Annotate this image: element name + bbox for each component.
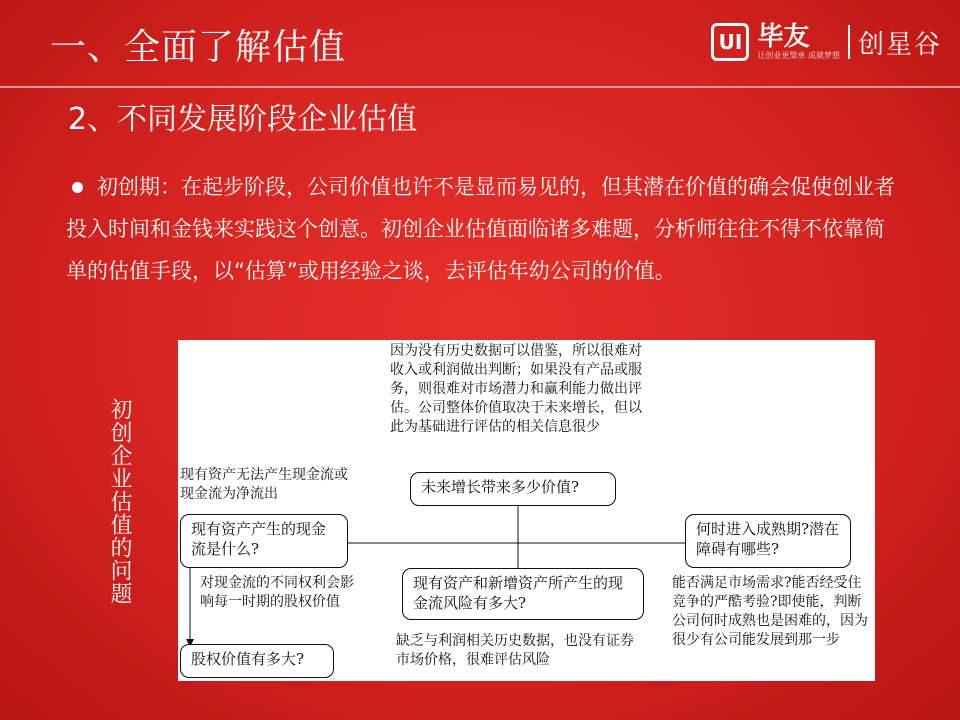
logo-brand: 创星谷 (857, 29, 942, 60)
box-future-growth: 未来增长带来多少价值? (410, 472, 616, 506)
box-cashflow-risk: 现有资产和新增资产所产生的现金流风险有多大? (402, 568, 644, 620)
valuation-diagram (178, 340, 875, 681)
logo-slogan: 让创业更简单 成就梦想 (757, 51, 840, 60)
section-subtitle: 2、不同发展阶段企业估值 (68, 102, 418, 137)
title-divider (0, 86, 960, 88)
note-risk-evaluation: 缺乏与利润相关历史数据，也没有证券市场价格，很难评估风险 (396, 633, 634, 668)
box-maturity: 何时进入成熟期?潜在障碍有哪些? (685, 514, 851, 568)
body-paragraph (66, 166, 896, 292)
side-vertical-label: 初创企业估值的问题 (107, 398, 132, 605)
logo-text (757, 23, 840, 61)
logo-mark-icon: UI (711, 23, 749, 61)
company-logo (711, 20, 942, 64)
paragraph-text: 初创期：在起步阶段，公司价值也许不是显而易见的，但其潜在价值的确会促使创业者投入时间和金钱来实践这个创意。初创企业估值面临诸多难题，分析师往往不得不依靠简单的估值手段，以“估算”或用经验之谈，去评估年幼公司的价值。 (66, 175, 895, 283)
note-negative-cashflow: 现有资产无法产生现金流或现金流为净流出 (180, 467, 348, 502)
logo-divider (848, 25, 850, 59)
box-equity-value: 股权价值有多大? (180, 644, 334, 678)
bullet-icon (72, 182, 83, 193)
logo-name: 毕友 (757, 22, 810, 52)
note-cashflow-rights: 对现金流的不同权利会影响每一时期的股权价值 (200, 575, 354, 610)
box-existing-cashflow: 现有资产产生的现金流是什么? (180, 514, 348, 568)
page-title: 一、全面了解估值 (50, 27, 347, 68)
note-market-demand: 能否满足市场需求?能否经受住竞争的严酷考验?即使能，判断公司何时成熟也是困难的，因为很少有公司能发展到那一步 (672, 575, 868, 648)
note-no-history: 因为没有历史数据可以借鉴，所以很难对收入或利润做出判断；如果没有产品或服务，则很难对市场潜力和赢利能力做出评估。公司整体价值取决于未来增长，但以此为基础进行评估的相关信息很少 (390, 343, 642, 435)
